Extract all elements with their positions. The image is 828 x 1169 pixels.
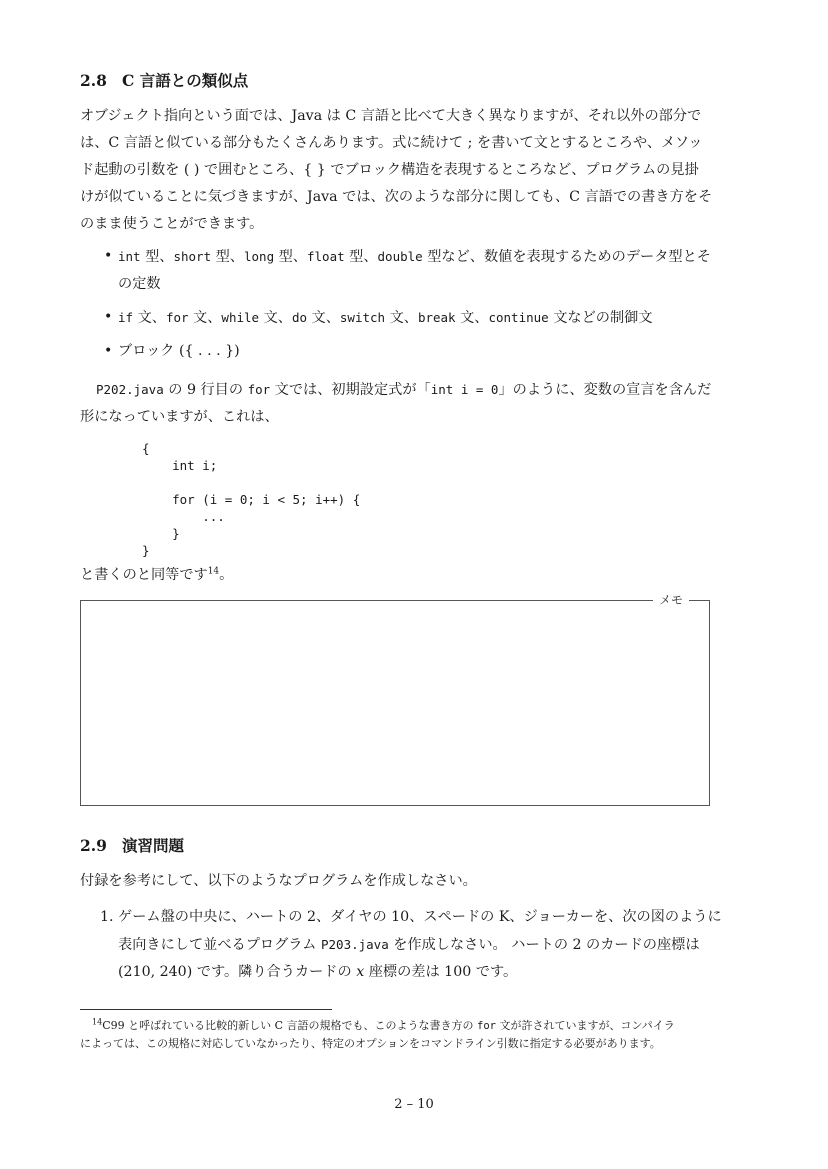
code-float: float bbox=[307, 249, 345, 264]
section-number: 2.8 bbox=[80, 71, 107, 90]
list-item bbox=[104, 338, 712, 365]
section-heading-2-9 bbox=[80, 834, 184, 856]
exercise-line-1: ゲーム盤の中央に、ハートの 2、ダイヤの 10、スペードの K、ジョーカーを、次の図のように bbox=[118, 909, 722, 925]
text: 文、 bbox=[307, 310, 340, 326]
bullet-icon: • bbox=[104, 343, 113, 359]
text: 」のように、変数の宣言を含んだ bbox=[498, 382, 712, 398]
bullet-icon: • bbox=[104, 309, 113, 325]
text: 文では、初期設定式が「 bbox=[270, 382, 431, 398]
exercise-item-1 bbox=[100, 904, 722, 986]
list-item-text: ブロック ({ . . . }) bbox=[118, 343, 240, 359]
list-item bbox=[104, 243, 712, 298]
text: 型など、数値を表現するためのデータ型とそ bbox=[422, 249, 711, 265]
memo-label: メモ bbox=[653, 592, 689, 608]
code-init: int i = 0 bbox=[430, 382, 499, 397]
text: 表向きにして並べるプログラム bbox=[118, 937, 321, 953]
paragraph-p202 bbox=[80, 376, 712, 431]
text: 文が許されていますが、コンパイラ bbox=[495, 1019, 675, 1032]
intro-line-4: けが似ていることに気づきますが、Java では、次のような部分に関しても、C 言語での書き方をそ bbox=[80, 189, 713, 205]
footnote-ref: 14 bbox=[207, 566, 220, 577]
code-block: { int i; for (i = 0; i < 5; i++) { ... } } bbox=[142, 441, 361, 558]
code-for: for bbox=[477, 1020, 496, 1032]
bullet-icon: • bbox=[104, 248, 113, 264]
list-item bbox=[104, 304, 712, 332]
footnote-rule bbox=[80, 1009, 332, 1010]
text: 文、 bbox=[259, 310, 292, 326]
code-long: long bbox=[244, 249, 275, 264]
text: を作成しなさい。 ハートの 2 のカードの座標は bbox=[388, 937, 700, 953]
memo-box[interactable] bbox=[80, 593, 710, 806]
text: 。 bbox=[219, 567, 234, 583]
code-filename: P202.java bbox=[96, 382, 164, 397]
intro-line-1: オブジェクト指向という面では、Java は C 言語と比べて大きく異なりますが、それ以外の部分で bbox=[80, 108, 702, 124]
text: (210, 240) です。隣り合うカードの bbox=[118, 964, 357, 980]
text: 文、 bbox=[385, 310, 418, 326]
math-variable: x bbox=[356, 964, 365, 980]
code-short: short bbox=[173, 249, 212, 264]
text: 文、 bbox=[133, 310, 166, 326]
intro-paragraph bbox=[80, 103, 712, 238]
text: 型、 bbox=[211, 249, 244, 265]
intro-line-5: のまま使うことができます。 bbox=[80, 216, 264, 232]
list-item-continuation: の定数 bbox=[118, 276, 161, 292]
intro-line-3: ド起動の引数を ( ) で囲むところ、{ } でブロック構造を表現するところなど、プログラムの見掛 bbox=[80, 162, 699, 178]
text: と書くのと同等です bbox=[80, 567, 208, 583]
code-if: if bbox=[118, 310, 134, 325]
intro-line-2: は、C 言語と似ている部分もたくさんあります。式に続けて ; を書いて文とするところや、メソッ bbox=[80, 135, 703, 151]
code-switch: switch bbox=[339, 310, 386, 325]
code-continue: continue bbox=[488, 310, 549, 325]
text: 文などの制御文 bbox=[548, 310, 653, 326]
paragraph-line-2: 形になっていますが、これは、 bbox=[80, 409, 279, 425]
code-do: do bbox=[291, 310, 308, 325]
page-number: 2 – 10 bbox=[394, 1097, 434, 1112]
section-number: 2.9 bbox=[80, 836, 107, 855]
text: C99 と呼ばれている比較的新しい C 言語の規格でも、このような書き方の bbox=[102, 1019, 478, 1032]
text: 文、 bbox=[188, 310, 222, 326]
code-for: for bbox=[247, 382, 271, 397]
footnote bbox=[80, 1017, 712, 1053]
code-double: double bbox=[377, 249, 423, 264]
footnote-number: 14 bbox=[92, 1017, 103, 1027]
text: 座標の差は 100 です。 bbox=[364, 964, 518, 980]
code-for: for bbox=[165, 310, 189, 325]
code-break: break bbox=[417, 310, 456, 325]
after-code-paragraph bbox=[80, 562, 712, 589]
text: 文、 bbox=[455, 310, 489, 326]
code-while: while bbox=[221, 310, 260, 325]
code-filename: P203.java bbox=[321, 937, 389, 952]
exercise-intro: 付録を参考にして、以下のようなプログラムを作成しなさい。 bbox=[80, 873, 477, 889]
section-heading-2-8 bbox=[80, 69, 248, 91]
text: 型、 bbox=[344, 249, 378, 265]
code-int: int bbox=[118, 249, 141, 264]
bullet-list bbox=[104, 243, 712, 371]
text: の 9 行目の bbox=[163, 382, 248, 398]
section-title: 演習問題 bbox=[122, 836, 185, 855]
exercise-index: 1. bbox=[100, 909, 114, 925]
footnote-line-2: によっては、この規格に対応していなかったり、特定のオプションをコマンドライン引数に指定する必要があります。 bbox=[80, 1037, 661, 1050]
text: 型、 bbox=[140, 249, 174, 265]
text: 型、 bbox=[274, 249, 307, 265]
section-title: C 言語との類似点 bbox=[122, 71, 249, 90]
